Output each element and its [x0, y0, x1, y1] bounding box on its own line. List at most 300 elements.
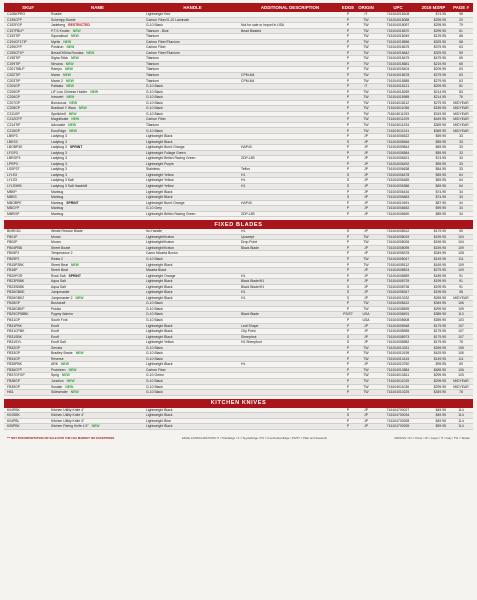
cell-sku: LBOBP3E — [7, 145, 23, 150]
cell-page: MIDYEAR — [453, 379, 469, 384]
cell-upc: 716104018269 — [386, 89, 410, 94]
cell-msrp: $159.95 — [433, 234, 446, 239]
cell-edge: P — [346, 128, 350, 133]
cell-name — [49, 296, 144, 301]
product-name: Manbug — [51, 206, 64, 211]
cell-origin: JP — [364, 134, 368, 139]
cell-additional-description: H1 — [241, 362, 246, 367]
cell-page: 83 — [459, 89, 463, 94]
cell-page: MIDYEAR — [453, 111, 469, 116]
cell-msrp: $69.95 — [435, 183, 446, 188]
cell-msrp: $319.95 — [433, 111, 446, 116]
cell-sku: C193TIP — [7, 34, 21, 39]
cell-sku: LBKP3 — [7, 134, 18, 139]
cell-msrp: $269.95 — [433, 345, 446, 350]
cell-additional-description: Black Blade/H1 — [241, 279, 265, 284]
cell-origin: TW — [363, 95, 369, 100]
cell-upc: 716104011241 — [386, 128, 410, 133]
column-header-row — [4, 3, 473, 12]
cell-edge: P — [346, 211, 350, 216]
cell-handle: Lightweight Yellow — [146, 340, 174, 345]
cell-msrp: $87.95 — [435, 200, 446, 205]
cell-upc: 716104018642 — [386, 50, 410, 55]
cell-sku: MBGYP — [7, 206, 20, 211]
cell-additional-description: Bead Blasted — [241, 28, 262, 33]
col-header-handle: HANDLE — [183, 5, 202, 10]
cell-origin: JP — [364, 418, 368, 423]
cell-edge: P — [346, 424, 350, 429]
product-name: Manbug — [51, 211, 64, 216]
cell-sku: C195TIP — [7, 56, 21, 61]
cell-upc: 716104018681 — [386, 61, 410, 66]
cell-upc: 716104008512 — [386, 229, 410, 234]
cell-name — [49, 257, 144, 262]
cell-page: 108 — [458, 251, 464, 256]
product-name: Schempp Bowie — [51, 17, 76, 22]
cell-msrp: $299.95 — [433, 17, 446, 22]
cell-name — [49, 312, 144, 317]
cell-name — [49, 134, 144, 139]
cell-msrp: $49.95 — [435, 413, 446, 418]
product-name: Bradley Bowie — [51, 351, 73, 356]
cell-msrp: $59.95 — [435, 161, 446, 166]
cell-upc: 716104018585 — [386, 78, 410, 83]
cell-msrp: $299.95 — [433, 306, 446, 311]
cell-additional-description: Clip Point — [241, 329, 256, 334]
product-name: Sustain — [51, 384, 63, 389]
cell-origin: USA — [362, 318, 370, 322]
cell-upc: 716104018479 — [386, 56, 410, 61]
cell-name — [49, 190, 144, 195]
cell-edge: P — [346, 45, 350, 50]
cell-sku: FB26GBKE — [7, 290, 25, 295]
cell-handle: Lightweight Black — [146, 295, 173, 300]
cell-msrp: $279.95 — [433, 100, 446, 105]
product-name: Ladybug 3 Salt — [51, 178, 74, 183]
cell-edge: P — [346, 28, 350, 33]
cell-upc: 716104008736 — [386, 284, 410, 289]
cell-name — [49, 145, 144, 150]
cell-edge: P — [346, 373, 350, 378]
cell-edge: P — [346, 362, 350, 367]
cell-upc: 716104010750 — [386, 362, 410, 367]
product-tag-badge: NEW — [70, 262, 79, 267]
col-header-page: PAGE # — [453, 5, 469, 10]
cell-sku: FB29GP5BBK — [7, 312, 29, 317]
cell-name — [49, 62, 144, 67]
cell-origin: TW — [363, 390, 369, 395]
cell-handle: Lightweight Yellow — [146, 178, 174, 183]
product-tag-badge: NEW — [65, 78, 74, 83]
cell-handle: Camo Micarta Brown — [146, 251, 178, 256]
cell-origin: TW — [363, 351, 369, 356]
cell-edge: P — [346, 268, 350, 273]
cell-handle: Micarta Black — [146, 268, 167, 273]
cell-page: 106 — [458, 367, 464, 372]
cell-upc: 716104010331 — [386, 345, 410, 350]
cell-handle: G-10 Black — [146, 379, 163, 384]
product-name: Positron — [51, 45, 64, 50]
cell-handle: No Handle — [146, 229, 163, 234]
cell-sku: FB20POR — [7, 273, 23, 278]
cell-sku: C197FBLP — [7, 28, 24, 33]
cell-name — [49, 212, 144, 217]
cell-sku: FB02P — [7, 240, 18, 245]
cell-edge: P — [346, 407, 350, 412]
cell-origin: IT — [364, 84, 368, 89]
cell-handle: Titanium - Blue — [146, 28, 169, 33]
cell-additional-description: H1 — [241, 273, 246, 278]
cell-sku: FB23SBBK — [7, 284, 25, 289]
cell-msrp: $279.95 — [433, 73, 446, 78]
product-tag-badge: NEW — [66, 84, 74, 89]
cell-handle: Carbon Fiber — [146, 45, 166, 50]
cell-origin: TW — [363, 67, 369, 72]
cell-name — [49, 173, 144, 178]
cell-edge: P — [346, 367, 350, 372]
cell-upc: 716104018049 — [386, 34, 410, 39]
cell-upc: 716104018678 — [386, 73, 410, 78]
product-tag-badge: NEW — [66, 45, 75, 50]
cell-upc: 716104010811 — [386, 373, 410, 378]
cell-sku: FB31SYL — [7, 340, 22, 345]
cell-page: 107 — [458, 329, 464, 334]
cell-origin: JP — [364, 251, 368, 256]
cell-name — [49, 106, 144, 111]
cell-handle: Titanium — [146, 56, 159, 61]
cell-edge: P — [346, 111, 350, 116]
cell-msrp: $349.95 — [433, 251, 446, 256]
cell-handle: G-10 Black — [146, 100, 163, 105]
cell-additional-description: CPM-M4 — [241, 78, 255, 83]
cell-origin: JP — [364, 161, 368, 166]
cell-msrp: $269.95 — [433, 295, 446, 300]
cell-handle: Carbon Fiber — [146, 117, 166, 122]
cell-origin: TW — [363, 117, 369, 122]
cell-edge: P — [346, 23, 350, 28]
cell-upc: 716104006683 — [386, 195, 410, 200]
cell-origin: JP — [364, 145, 368, 150]
table-row — [4, 390, 473, 396]
cell-origin: IT — [364, 12, 368, 17]
product-name: Kitchen Utility Knife 4" — [51, 413, 85, 418]
cell-origin: JP — [364, 413, 368, 418]
product-name: Kitchen Paring Knife 4.5" — [51, 424, 89, 429]
cell-additional-description: CPM-M4 — [241, 73, 255, 78]
cell-edge: P — [346, 61, 350, 66]
cell-handle: Carbon Fiber/Titanium — [146, 50, 180, 55]
cell-edge: P — [346, 73, 350, 78]
cell-origin: JP — [364, 150, 368, 155]
cell-upc: 716104011209 — [386, 117, 410, 122]
cell-origin: TW — [363, 345, 369, 350]
cell-page: 34 — [459, 195, 463, 200]
cell-edge: S — [346, 340, 350, 345]
cell-msrp: $209.95 — [433, 67, 446, 72]
product-name: Jumpmaster — [51, 290, 70, 295]
cell-handle: Carbon Fiber/Titanium — [146, 39, 180, 44]
cell-sku: C195CFP — [7, 45, 22, 50]
cell-upc: 716104008019 — [386, 234, 410, 239]
cell-sku: FB05P2 — [7, 251, 20, 256]
cell-origin: JP — [364, 268, 368, 273]
product-name: Aqua Salt — [51, 284, 66, 289]
cell-msrp: $479.95 — [433, 56, 446, 61]
cell-handle: G-10 Black — [146, 111, 163, 116]
cell-page: 33 — [459, 150, 463, 155]
cell-handle: Lightweight Black — [146, 139, 173, 144]
product-name: Sigha Stick — [51, 56, 68, 61]
cell-upc: 716104006416 — [386, 189, 410, 194]
cell-handle: Lightweight Yellow — [146, 183, 174, 188]
section-header: FIXED BLADES — [4, 220, 473, 229]
cell-edge: P — [346, 379, 350, 384]
cell-handle: G-10 Black — [146, 351, 163, 356]
cell-edge: P — [346, 95, 350, 100]
product-name: Junction — [51, 379, 64, 384]
cell-name — [49, 301, 144, 306]
cell-edge: P — [346, 384, 350, 389]
cell-msrp: $179.95 — [433, 329, 446, 334]
cell-msrp: $379.95 — [433, 45, 446, 50]
product-tag-badge: NEW — [65, 384, 74, 389]
cell-handle: Lightweight Black — [146, 323, 173, 328]
cell-additional-description: Teflon — [241, 167, 251, 172]
cell-page: 109 — [458, 268, 464, 273]
cell-msrp: $59.95 — [435, 139, 446, 144]
cell-upc: 716104008047 — [386, 256, 410, 261]
product-name: Paltasia — [51, 84, 64, 89]
cell-name — [49, 206, 144, 211]
cell-name — [49, 346, 144, 351]
cell-handle: Lightweight British Racing Green — [146, 211, 196, 216]
cell-edge: P — [346, 273, 350, 278]
product-name: Enuff — [51, 334, 59, 339]
cell-edge: P — [346, 17, 350, 22]
cell-handle: Lightweight Burnt Orange — [146, 145, 185, 150]
cell-page: 63 — [459, 73, 463, 78]
product-name: P.T.S Kruder — [51, 28, 70, 33]
cell-upc: 716104010232 — [386, 295, 410, 300]
cell-upc: 716104018108 — [386, 12, 410, 17]
cell-edge: P — [346, 84, 350, 89]
cell-edge: P — [346, 189, 350, 194]
cell-upc: 716104018404 — [386, 67, 410, 72]
cell-edge: P — [346, 106, 350, 111]
cell-msrp: $349.95 — [433, 301, 446, 306]
cell-additional-description: Black Blade — [241, 312, 259, 317]
cell-name — [49, 23, 144, 28]
cell-sku: C207GP — [7, 100, 21, 105]
cell-page: 55 — [459, 229, 463, 234]
product-tag-badge: NEW — [91, 424, 100, 429]
cell-additional-description: Upswept — [241, 234, 255, 239]
cell-edge: S — [346, 183, 350, 188]
cell-origin: TW — [363, 50, 369, 55]
cell-handle: Carbon Fiber — [146, 367, 166, 372]
cell-handle: Lightweight Black — [146, 279, 173, 284]
cell-page: 65 — [459, 61, 463, 66]
cell-edge: S — [346, 290, 350, 295]
cell-name — [49, 362, 144, 367]
cell-edge: P — [346, 390, 350, 395]
cell-name — [49, 413, 144, 418]
cell-edge: P — [346, 301, 350, 306]
cell-sku: FB32GP — [7, 345, 21, 350]
cell-edge: P — [346, 356, 350, 361]
cell-msrp: $369.95 — [433, 128, 446, 133]
cell-origin: TW — [363, 78, 369, 83]
cell-name — [49, 167, 144, 172]
cell-page: 91 — [459, 273, 463, 278]
cell-handle: Lightweight Black — [146, 290, 173, 295]
price-list-sheet — [4, 3, 473, 440]
cell-edge: PS/ST — [343, 312, 353, 317]
cell-name — [49, 56, 144, 61]
cell-page: 114 — [458, 413, 464, 418]
cell-handle: Lightweight Foliage Green — [146, 150, 186, 155]
cell-handle: G-10 Black — [146, 256, 163, 261]
cell-msrp: $349.95 — [433, 390, 446, 395]
product-tag-badge: NEW — [64, 67, 73, 72]
cell-additional-description: H1 — [241, 295, 246, 300]
cell-edge: P — [346, 150, 350, 155]
cell-sku: LBKS3 — [7, 139, 18, 144]
cell-upc: 716104008026 — [386, 240, 410, 245]
cell-upc: 716104006690 — [386, 211, 410, 216]
cell-msrp: $369.95 — [433, 122, 446, 127]
cell-handle: G-10 Black — [146, 128, 163, 133]
cell-additional-description: Black Blade/H1 — [241, 284, 265, 289]
cell-sku: FB38GP — [7, 379, 21, 384]
cell-page: 104 — [458, 234, 464, 239]
cell-sku: FB31GP — [7, 318, 21, 322]
cell-origin: TW — [363, 106, 369, 111]
cell-sku: FB34GP — [7, 356, 21, 361]
cell-page: 107 — [458, 334, 464, 339]
cell-upc: 716104008491 — [386, 312, 410, 317]
cell-msrp: $189.95 — [433, 106, 446, 111]
cell-sku: K04SBK — [7, 413, 20, 418]
cell-upc: 716104006652 — [386, 206, 410, 211]
cell-sku: HB1 — [7, 390, 14, 395]
cell-msrp: $199.95 — [433, 284, 446, 289]
cell-handle: Lightweight Black — [146, 284, 173, 289]
cell-edge: P — [346, 117, 350, 122]
cell-sku: C203TIP — [7, 78, 21, 83]
cell-origin: JP — [364, 323, 368, 328]
cell-origin: TW — [363, 379, 369, 384]
cell-origin: TW — [363, 356, 369, 361]
cell-upc: 716104008378 — [386, 251, 410, 256]
cell-origin: JP — [364, 407, 368, 412]
cell-msrp: $99.95 — [435, 206, 446, 211]
cell-edge: P — [346, 67, 350, 72]
product-tag-badge: NEW — [68, 111, 77, 116]
product-name: LiF Low Chinese Holder — [51, 89, 88, 94]
cell-name — [49, 235, 144, 240]
cell-sku: C205GP — [7, 89, 21, 94]
cell-origin: JP — [364, 156, 368, 161]
cell-msrp: $49.95 — [435, 418, 446, 423]
cell-sku: FB26GBK2 — [7, 295, 25, 300]
cell-origin: TW — [363, 122, 369, 127]
cell-upc: 716104009844 — [386, 145, 410, 150]
product-name: Myrtle — [51, 39, 61, 44]
cell-name — [49, 34, 144, 39]
cell-handle: Lightweight Black — [146, 424, 173, 429]
cell-page: 111 — [458, 256, 464, 261]
cell-name — [49, 51, 144, 56]
cell-page: 103 — [458, 318, 464, 322]
cell-edge: P — [346, 100, 350, 105]
cell-origin: JP — [364, 424, 368, 429]
cell-page: 109 — [458, 306, 464, 311]
product-name: EuroEdge — [51, 128, 67, 133]
cell-handle: G-10 Black — [146, 318, 163, 322]
cell-origin: JP — [364, 295, 368, 300]
product-name: Ladybug 3 Salt Hawkbill — [51, 183, 88, 188]
cell-sku: FB01P — [7, 234, 18, 239]
cell-msrp: $149.95 — [433, 256, 446, 261]
cell-name — [49, 324, 144, 329]
product-name: Ladybug 3 — [51, 161, 67, 166]
cell-msrp: $279.95 — [433, 268, 446, 273]
cell-msrp: $299.95 — [433, 373, 446, 378]
cell-handle: G-10 Black — [146, 23, 163, 28]
product-tag-badge: NEW — [63, 39, 72, 44]
cell-edge: P — [346, 418, 350, 423]
product-name: Pygmy Warrior — [51, 312, 74, 317]
cell-page: 63 — [459, 78, 463, 83]
cell-msrp: $179.95 — [433, 323, 446, 328]
cell-msrp: $449.95 — [433, 117, 446, 122]
product-name: Manix 2 — [51, 78, 63, 83]
cell-upc: 716104008955 — [386, 329, 410, 334]
product-name: Manbug — [51, 200, 64, 205]
cell-page: 76 — [459, 95, 463, 100]
cell-page: 105 — [458, 345, 464, 350]
cell-handle: Lightweight Black — [146, 134, 173, 139]
cell-msrp: $74.95 — [435, 189, 446, 194]
cell-edge: P — [346, 279, 350, 284]
cell-origin: TW — [363, 23, 369, 28]
cell-sku: C204GP — [7, 84, 21, 89]
cell-origin: TW — [363, 234, 369, 239]
cell-handle: Lightweight/Kraton — [146, 245, 175, 250]
cell-sku: MBOBPE — [7, 200, 22, 205]
cell-msrp: $295.95 — [433, 23, 446, 28]
cell-name — [49, 79, 144, 84]
cell-handle: G-10 Black — [146, 384, 163, 389]
cell-edge: S — [346, 284, 350, 289]
cell-handle: Lightweight Black — [146, 334, 173, 339]
cell-edge: S — [346, 172, 350, 177]
product-name: Bonduous — [51, 100, 67, 105]
cell-additional-description: Not for sale or import in USA — [241, 23, 285, 28]
cell-origin: JP — [364, 200, 368, 205]
cell-upc: 716104008422 — [386, 301, 410, 306]
cell-upc: 716104006621 — [386, 156, 410, 161]
cell-handle: Lightweight Black — [146, 262, 173, 267]
cell-sku: C194CF1TIP — [7, 39, 27, 44]
product-tag-badge: NEW — [63, 73, 71, 78]
cell-upc: 716104018121 — [386, 84, 410, 89]
cell-name — [49, 290, 144, 295]
cell-name — [49, 90, 144, 95]
col-header-origin: ORIGIN — [358, 5, 374, 10]
cell-origin: JP — [364, 167, 368, 172]
